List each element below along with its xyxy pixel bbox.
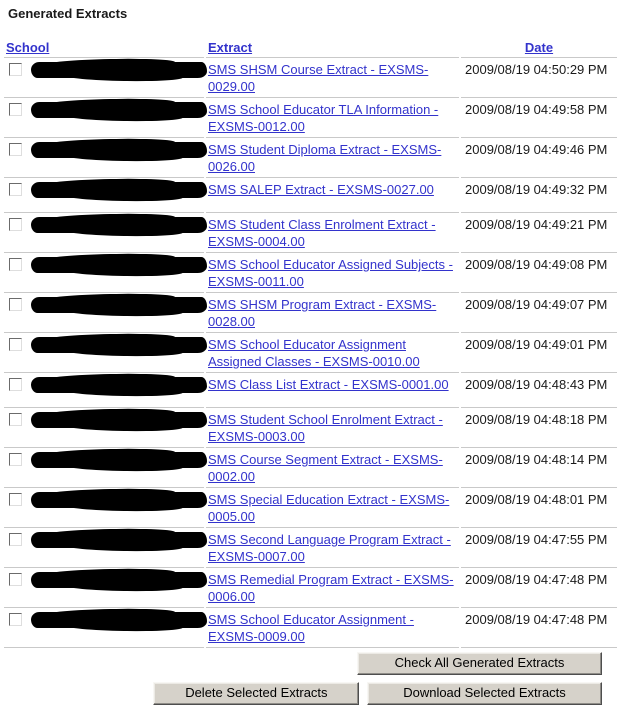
- extract-date: 2009/08/19 04:48:43 PM: [461, 375, 617, 408]
- extract-date: 2009/08/19 04:48:01 PM: [461, 490, 617, 528]
- row-checkbox[interactable]: [9, 103, 22, 116]
- redacted-school-name: [31, 492, 207, 508]
- sort-extract-link[interactable]: Extract: [208, 40, 253, 55]
- extract-link[interactable]: SMS SALEP Extract - EXSMS-0027.00: [208, 182, 434, 197]
- table-row: [4, 490, 617, 528]
- sort-school-link[interactable]: School: [6, 40, 50, 55]
- redacted-school-name: [31, 257, 207, 273]
- extract-link[interactable]: SMS Second Language Program Extract - EXSMS-0007.00: [208, 532, 451, 564]
- check-all-generated-extracts-button[interactable]: Check All Generated Extracts: [357, 652, 602, 675]
- extract-date: 2009/08/19 04:47:48 PM: [461, 570, 617, 608]
- redacted-school-name: [31, 297, 207, 313]
- table-row: [4, 100, 617, 138]
- extract-date: 2009/08/19 04:49:01 PM: [461, 335, 617, 373]
- page-title: Generated Extracts: [8, 6, 128, 21]
- extract-link[interactable]: SMS Course Segment Extract - EXSMS-0002.00: [208, 452, 443, 484]
- row-checkbox[interactable]: [9, 453, 22, 466]
- table-row: [4, 180, 617, 213]
- row-checkbox[interactable]: [9, 298, 22, 311]
- row-checkbox[interactable]: [9, 338, 22, 351]
- extract-link[interactable]: SMS School Educator Assigned Subjects - EXSMS-0011.00: [208, 257, 453, 289]
- redacted-school-name: [31, 217, 207, 233]
- redacted-school-name: [31, 612, 207, 628]
- extract-date: 2009/08/19 04:47:55 PM: [461, 530, 617, 568]
- table-row: [4, 610, 617, 648]
- extract-date: 2009/08/19 04:47:48 PM: [461, 610, 617, 648]
- extracts-table-body: [4, 60, 617, 648]
- row-checkbox[interactable]: [9, 258, 22, 271]
- row-checkbox[interactable]: [9, 613, 22, 626]
- row-checkbox[interactable]: [9, 143, 22, 156]
- sort-date-link[interactable]: Date: [524, 40, 554, 55]
- extract-link[interactable]: SMS SHSM Course Extract - EXSMS-0029.00: [208, 62, 429, 94]
- table-row: [4, 295, 617, 333]
- row-checkbox[interactable]: [9, 378, 22, 391]
- extract-link[interactable]: SMS Special Education Extract - EXSMS-0005.00: [208, 492, 450, 524]
- table-row: [4, 140, 617, 178]
- extract-date: 2009/08/19 04:50:29 PM: [461, 60, 617, 98]
- table-row: [4, 570, 617, 608]
- extract-date: 2009/08/19 04:49:21 PM: [461, 215, 617, 253]
- extract-link[interactable]: SMS Remedial Program Extract - EXSMS-0006.00: [208, 572, 454, 604]
- extract-date: 2009/08/19 04:49:46 PM: [461, 140, 617, 178]
- download-selected-extracts-button[interactable]: Download Selected Extracts: [367, 682, 602, 705]
- redacted-school-name: [31, 572, 207, 588]
- extract-link[interactable]: SMS SHSM Program Extract - EXSMS-0028.00: [208, 297, 437, 329]
- row-checkbox[interactable]: [9, 413, 22, 426]
- redacted-school-name: [31, 62, 207, 78]
- table-row: [4, 375, 617, 408]
- redacted-school-name: [31, 102, 207, 118]
- table-row: [4, 255, 617, 293]
- row-checkbox[interactable]: [9, 218, 22, 231]
- table-row: [4, 450, 617, 488]
- redacted-school-name: [31, 412, 207, 428]
- table-header-row: [4, 39, 617, 58]
- table-row: [4, 335, 617, 373]
- extract-link[interactable]: SMS School Educator Assignment Assigned Classes - EXSMS-0010.00: [208, 337, 420, 369]
- row-checkbox[interactable]: [9, 573, 22, 586]
- extract-link[interactable]: SMS Student School Enrolment Extract - EXSMS-0003.00: [208, 412, 443, 444]
- extract-link[interactable]: SMS Class List Extract - EXSMS-0001.00: [208, 377, 449, 392]
- row-checkbox[interactable]: [9, 493, 22, 506]
- extract-link[interactable]: SMS School Educator TLA Information - EXSMS-0012.00: [208, 102, 439, 134]
- action-buttons-row: [2, 682, 621, 705]
- row-checkbox[interactable]: [9, 183, 22, 196]
- table-row: [4, 410, 617, 448]
- check-all-button-row: [2, 652, 621, 675]
- redacted-school-name: [31, 142, 207, 158]
- row-checkbox[interactable]: [9, 63, 22, 76]
- redacted-school-name: [31, 337, 207, 353]
- extract-date: 2009/08/19 04:49:07 PM: [461, 295, 617, 333]
- delete-selected-extracts-button[interactable]: Delete Selected Extracts: [153, 682, 359, 705]
- extract-date: 2009/08/19 04:49:08 PM: [461, 255, 617, 293]
- redacted-school-name: [31, 377, 207, 393]
- extract-date: 2009/08/19 04:48:14 PM: [461, 450, 617, 488]
- extract-link[interactable]: SMS Student Diploma Extract - EXSMS-0026.00: [208, 142, 442, 174]
- row-checkbox[interactable]: [9, 533, 22, 546]
- extract-link[interactable]: SMS School Educator Assignment - EXSMS-0009.00: [208, 612, 414, 644]
- extracts-table: [2, 37, 619, 650]
- redacted-school-name: [31, 452, 207, 468]
- table-row: [4, 530, 617, 568]
- redacted-school-name: [31, 182, 207, 198]
- table-row: [4, 60, 617, 98]
- table-row: [4, 215, 617, 253]
- extract-date: 2009/08/19 04:49:58 PM: [461, 100, 617, 138]
- redacted-school-name: [31, 532, 207, 548]
- extract-link[interactable]: SMS Student Class Enrolment Extract - EXSMS-0004.00: [208, 217, 436, 249]
- extract-date: 2009/08/19 04:49:32 PM: [461, 180, 617, 213]
- extract-date: 2009/08/19 04:48:18 PM: [461, 410, 617, 448]
